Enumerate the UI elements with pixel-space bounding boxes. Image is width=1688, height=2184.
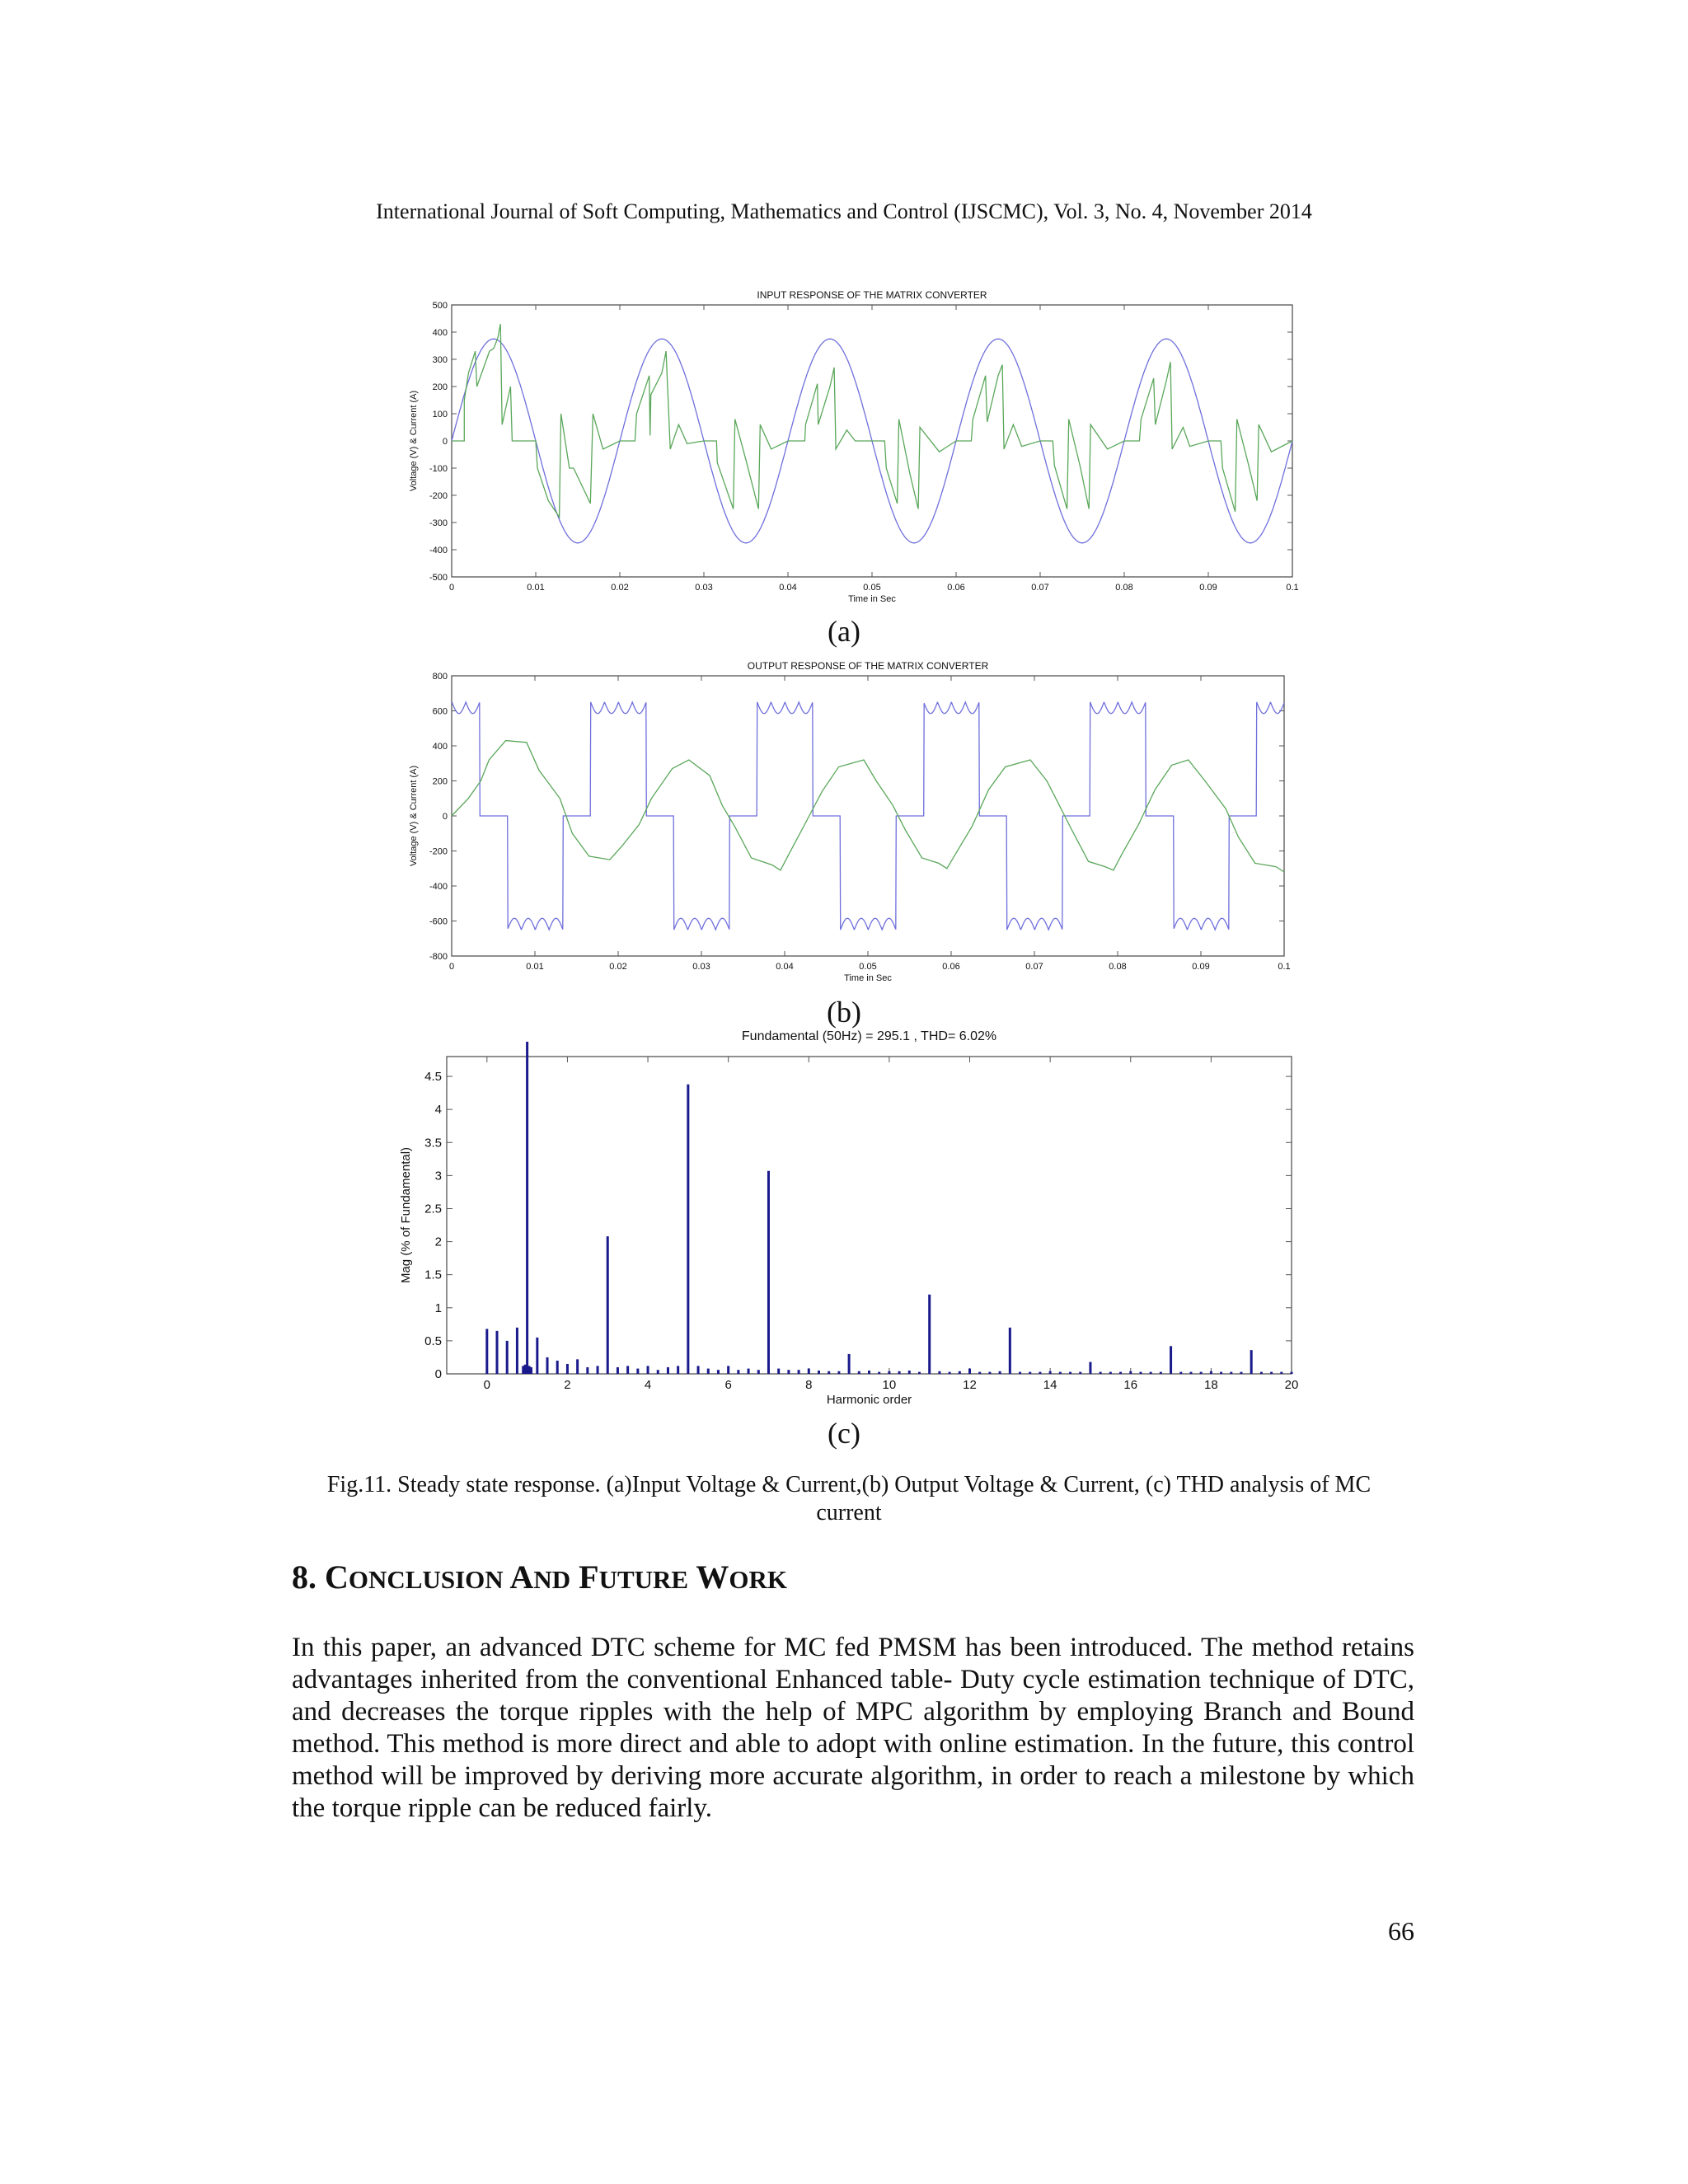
y-tick-label: 2.5: [424, 1202, 442, 1216]
chart-title: OUTPUT RESPONSE OF THE MATRIX CONVERTER: [747, 660, 989, 672]
y-tick-label: 500: [432, 301, 448, 311]
x-axis-label: Time in Sec: [848, 594, 896, 604]
x-tick-label: 0.08: [1115, 583, 1133, 593]
y-tick-label: 3.5: [424, 1136, 442, 1151]
x-tick-label: 14: [1043, 1378, 1057, 1392]
y-axis-label: Voltage (V) & Current (A): [409, 390, 419, 492]
x-tick-label: 0.1: [1278, 962, 1291, 972]
x-tick-label: 12: [963, 1378, 977, 1392]
plot-frame: [447, 1057, 1292, 1374]
y-tick-label: -100: [429, 464, 448, 474]
y-tick-label: 1: [434, 1301, 442, 1315]
y-axis-label: Mag (% of Fundamental): [399, 1146, 413, 1284]
y-axis-label: Voltage (V) & Current (A): [409, 765, 419, 867]
x-axis-label: Time in Sec: [844, 973, 892, 983]
x-tick-label: 10: [882, 1378, 897, 1392]
x-tick-label: 0: [483, 1378, 490, 1392]
x-tick-label: 0.02: [611, 583, 629, 593]
x-tick-label: 0.03: [692, 962, 710, 972]
x-tick-label: 16: [1123, 1378, 1138, 1392]
y-tick-label: 4.5: [424, 1070, 442, 1085]
x-tick-label: 0.1: [1286, 583, 1299, 593]
x-tick-label: 6: [724, 1378, 732, 1392]
chart-title: Fundamental (50Hz) = 295.1 , THD= 6.02%: [741, 1029, 997, 1043]
y-tick-label: -400: [429, 882, 448, 892]
y-tick-label: -200: [429, 846, 448, 857]
section-title-word: CONCLUSION: [325, 1558, 504, 1596]
x-tick-label: 0: [448, 962, 455, 972]
y-tick-label: 400: [432, 328, 448, 338]
x-tick-label: 0.03: [695, 583, 713, 593]
section-number: 8.: [292, 1558, 316, 1596]
y-tick-label: 800: [432, 672, 448, 682]
y-tick-label: -600: [429, 916, 448, 927]
section-heading: [292, 1558, 787, 1596]
chart-output-response: [396, 654, 1343, 992]
section-title-word: WORK: [696, 1558, 787, 1596]
y-tick-label: 400: [432, 742, 448, 752]
x-tick-label: 0.04: [779, 583, 797, 593]
x-tick-label: 0.09: [1199, 583, 1217, 593]
y-tick-label: 0.5: [424, 1333, 442, 1348]
y-tick-label: 300: [432, 355, 448, 365]
y-tick-label: 2: [434, 1235, 442, 1249]
y-tick-label: 1.5: [424, 1268, 442, 1282]
figure-label-a: (a): [828, 615, 860, 648]
x-tick-label: 0.06: [942, 962, 960, 972]
x-tick-label: 0.01: [526, 962, 544, 972]
x-tick-label: 0.07: [1031, 583, 1049, 593]
x-tick-label: 18: [1204, 1378, 1218, 1392]
x-tick-label: 8: [805, 1378, 813, 1392]
y-tick-label: -200: [429, 491, 448, 501]
y-tick-label: 0: [434, 1367, 442, 1381]
y-tick-label: 200: [432, 382, 448, 392]
figure-c: [396, 1022, 1343, 1409]
journal-header: International Journal of Soft Computing, Mathematics and Control (IJSCMC), Vol. 3, No. 4, November 2014: [376, 199, 1312, 223]
x-tick-label: 0.08: [1109, 962, 1127, 972]
figure-b: [396, 654, 1343, 992]
y-tick-label: -300: [429, 518, 448, 528]
y-tick-label: 3: [434, 1169, 442, 1183]
y-tick-label: 0: [442, 437, 448, 447]
section-title-word: FUTURE: [579, 1558, 689, 1596]
section-title-word: AND: [509, 1558, 571, 1596]
x-tick-label: 0.09: [1192, 962, 1210, 972]
y-tick-label: 600: [432, 706, 448, 717]
x-tick-label: 0: [448, 583, 455, 593]
x-tick-label: 0.05: [863, 583, 881, 593]
y-tick-label: -800: [429, 952, 448, 962]
y-tick-label: 100: [432, 410, 448, 419]
conclusion-paragraph: In this paper, an advanced DTC scheme for MC fed PMSM has been introduced. The method retains advantages inherited from the conventional Enhanced table- Duty cycle estimation technique of DTC, and decreases the torque ripples with the help of MPC algorithm by employing Branch and Bound method. This method is more direct and able to adopt with online estimation. In the future, this control method will be improved by deriving more accurate algorithm, in order to reach a milestone by which the torque ripple can be reduced fairly.: [292, 1633, 1414, 1823]
x-tick-label: 0.06: [947, 583, 965, 593]
x-tick-label: 0.07: [1025, 962, 1043, 972]
x-tick-label: 4: [644, 1378, 652, 1392]
chart-input-response: [396, 282, 1343, 612]
x-tick-label: 0.01: [527, 583, 545, 593]
x-tick-label: 20: [1284, 1378, 1299, 1392]
x-tick-label: 0.04: [776, 962, 794, 972]
x-axis-label: Harmonic order: [826, 1393, 912, 1407]
y-tick-label: 4: [434, 1103, 442, 1118]
chart-title: INPUT RESPONSE OF THE MATRIX CONVERTER: [757, 289, 987, 301]
page-number: 66: [1388, 1916, 1414, 1946]
x-tick-label: 0.02: [609, 962, 627, 972]
chart-thd-analysis: [396, 1022, 1343, 1409]
figure-label-b: (b): [827, 996, 861, 1029]
x-tick-label: 2: [564, 1378, 571, 1392]
y-tick-label: 0: [442, 812, 448, 822]
figure-label-c: (c): [828, 1417, 860, 1450]
section-title: [325, 1558, 787, 1596]
figure-a: [396, 282, 1343, 612]
y-tick-label: -500: [429, 573, 448, 583]
figure-caption: Fig.11. Steady state response. (a)Input Voltage & Current,(b) Output Voltage & Current, (c) THD analysis of MC current: [326, 1472, 1372, 1526]
y-tick-label: -400: [429, 546, 448, 555]
x-tick-label: 0.05: [859, 962, 877, 972]
y-tick-label: 200: [432, 776, 448, 787]
